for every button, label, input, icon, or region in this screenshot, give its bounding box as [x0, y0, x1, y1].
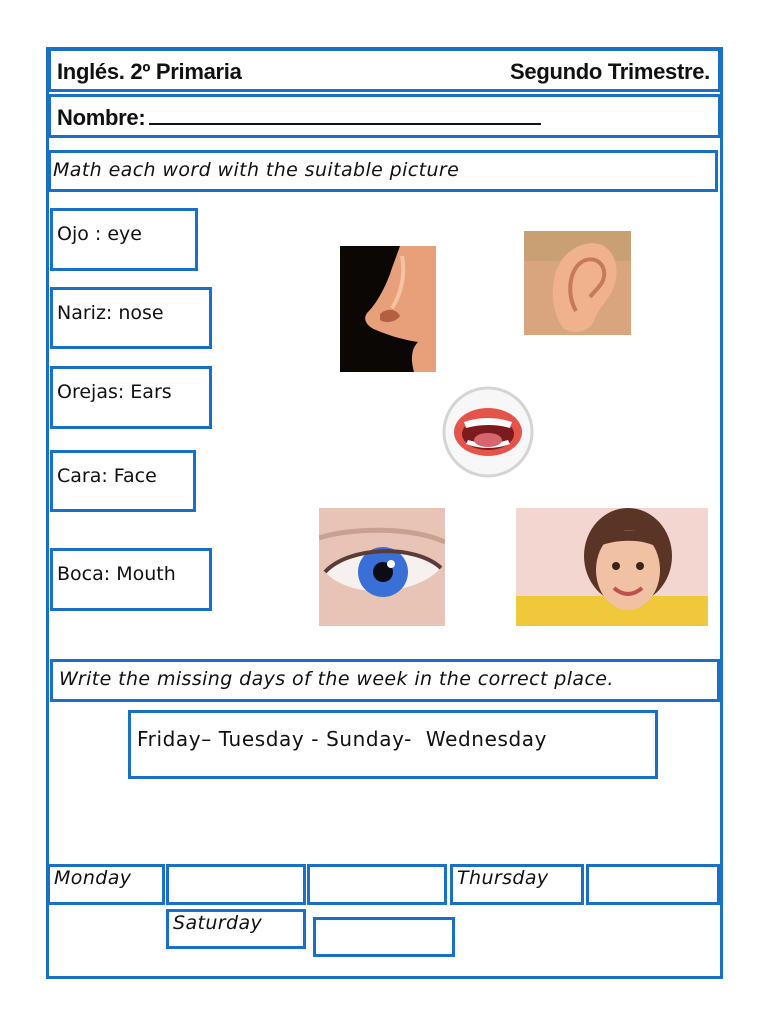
word-bank-box: [128, 710, 658, 779]
day-cell-monday: [47, 864, 165, 905]
days-instruction-box: [50, 659, 720, 702]
day-label-thursday: Thursday: [457, 867, 549, 889]
word-box-eye: [50, 208, 198, 271]
word-box-nose: [50, 287, 212, 349]
match-instruction: Math each word with the suitable picture: [53, 159, 460, 181]
day-label-saturday: Saturday: [173, 912, 263, 934]
day-blank-1[interactable]: [166, 864, 306, 905]
word-mouth: Boca: Mouth: [57, 563, 176, 585]
subject-title: Inglés. 2º Primaria: [57, 59, 242, 84]
name-blank-line[interactable]: [149, 105, 541, 125]
word-nose: Nariz: nose: [57, 302, 164, 324]
girl-face-picture: [516, 508, 708, 626]
name-label: Nombre:: [57, 105, 146, 130]
name-row: [48, 94, 721, 138]
word-ears: Orejas: Ears: [57, 381, 172, 403]
eye-picture: [319, 508, 445, 626]
day-blank-2[interactable]: [307, 864, 447, 905]
nose-picture: [340, 246, 436, 372]
match-instruction-box: [48, 150, 718, 192]
word-eye: Ojo : eye: [57, 223, 142, 245]
days-instruction: Write the missing days of the week in the correct place.: [59, 668, 614, 690]
day-blank-4[interactable]: [313, 917, 455, 957]
word-box-mouth: [50, 548, 212, 611]
day-label-monday: Monday: [54, 867, 132, 889]
ear-picture: [524, 231, 631, 335]
word-face: Cara: Face: [57, 465, 157, 487]
day-cell-thursday: [450, 864, 584, 905]
header-row: [48, 48, 721, 92]
day-cell-saturday: [166, 909, 306, 949]
mouth-icon: [438, 384, 542, 484]
term-title: Segundo Trimestre.: [510, 59, 710, 84]
word-box-ears: [50, 366, 212, 429]
word-bank: Friday– Tuesday - Sunday- Wednesday: [137, 727, 548, 751]
day-blank-3[interactable]: [586, 864, 720, 905]
word-box-face: [50, 450, 196, 512]
